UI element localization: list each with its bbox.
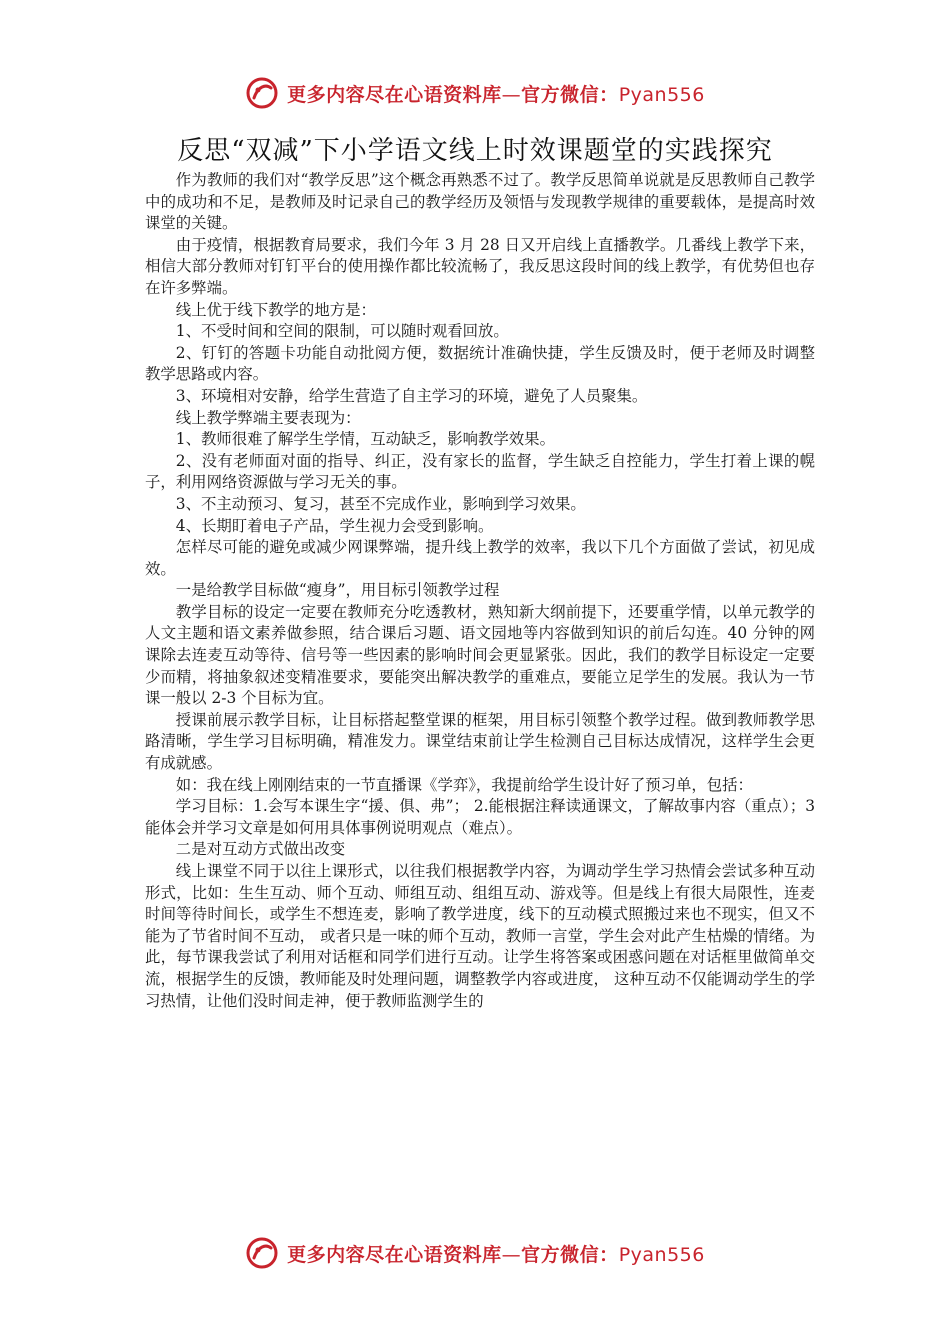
paragraph: 4、长期盯着电子产品，学生视力会受到影响。 bbox=[175, 516, 494, 535]
paragraph: 3、不主动预习、复习，甚至不完成作业，影响到学习效果。 bbox=[175, 494, 586, 513]
paragraph: 怎样尽可能的避免或减少网课弊端，提升线上教学的效率，我以下几个方面做了尝试，初见成效。 bbox=[145, 538, 815, 578]
section-heading-2: 二是对互动方式做出改变 bbox=[175, 840, 346, 859]
paragraph: 线上优于线下教学的地方是： bbox=[175, 300, 376, 319]
paragraph: 2、没有老师面对面的指导、纠正，没有家长的监督，学生缺乏自控能力，学生打着上课的幌子，利用网络资源做与学习无关的事。 bbox=[145, 451, 815, 492]
watermark-account-label: 官方微信： bbox=[521, 83, 619, 106]
paragraph: 授课前展示教学目标，让目标搭起整堂课的框架，用目标引领整个教学过程。做到教师教学思路清晰，学生学习目标明确，精准发力。课堂结束前让学生检测自己目标达成情况，这样学生会更有成就感。 bbox=[145, 710, 815, 773]
watermark-account-id: Pyan556 bbox=[618, 1243, 705, 1266]
watermark-account-label: 官方微信： bbox=[521, 1243, 619, 1266]
watermark-slogan: 更多内容尽在心语资料库 bbox=[287, 1243, 502, 1266]
paragraph: 教学目标的设定一定要在教师充分吃透教材，熟知新大纲前提下，还要重学情，以单元教学的人文主题和语文素养做参照，结合课后习题、语文园地等内容做到知识的前后勾连。40 分钟的网课除去连麦互动等待、信号等一些因素的影响时间会更显紧张。因此，我们的教学目标设定一定要少而精，将抽象叙述变精准要求，要能突出解决教学的重难点，要能立足学生的发展。我认为一节课一般以 2-3 个目标为宜。 bbox=[145, 602, 815, 708]
paragraph: 作为教师的我们对“教学反思”这个概念再熟悉不过了。教学反思简单说就是反思教师自己教学中的成功和不足，是教师及时记录自己的教学经历及领悟与发现教学规律的重要载体，是提高时效课堂的关键。 bbox=[145, 171, 815, 233]
document-title: 反思“双减”下小学语文线上时效课题堂的实践探究 bbox=[177, 136, 773, 166]
paragraph: 学习目标：1.会写本课生字“援、俱、弗”； 2.能根据注释读通课文，了解故事内容（重点）；3 能体会并学习文章是如何用具体事例说明观点（难点）。 bbox=[145, 797, 815, 837]
brand-logo-icon bbox=[245, 76, 279, 110]
paragraph: 2、钉钉的答题卡功能自动批阅方便，数据统计准确快捷，学生反馈及时，便于老师及时调整教学思路或内容。 bbox=[145, 343, 815, 384]
paragraph: 1、教师很难了解学生学情，互动缺乏，影响教学效果。 bbox=[175, 430, 555, 449]
footer-watermark bbox=[0, 1236, 950, 1270]
watermark-separator: — bbox=[501, 1243, 522, 1266]
brand-logo-icon bbox=[245, 1236, 279, 1270]
watermark-account-id: Pyan556 bbox=[618, 83, 705, 106]
paragraph: 1、不受时间和空间的限制，可以随时观看回放。 bbox=[175, 322, 509, 341]
paragraph: 由于疫情，根据教育局要求，我们今年 3 月 28 日又开启线上直播教学。几番线上教学下来，相信大部分教师对钉钉平台的使用操作都比较流畅了，我反思这段时间的线上教学，有优势但也存在许多弊端。 bbox=[145, 235, 815, 297]
paragraph: 3、环境相对安静，给学生营造了自主学习的环境，避免了人员聚集。 bbox=[175, 386, 648, 405]
header-watermark bbox=[0, 76, 950, 110]
document-body bbox=[145, 170, 815, 1012]
paragraph: 如：我在线上刚刚结束的一节直播课《学弈》，我提前给学生设计好了预习单，包括： bbox=[175, 775, 753, 794]
watermark-separator: — bbox=[501, 83, 522, 106]
paragraph: 线上教学弊端主要表现为： bbox=[175, 408, 361, 427]
watermark-text bbox=[287, 80, 705, 107]
section-heading-1: 一是给教学目标做“瘦身”，用目标引领教学过程 bbox=[175, 581, 500, 600]
paragraph: 线上课堂不同于以往上课形式，以往我们根据教学内容，为调动学生学习热情会尝试多种互动形式，比如：生生互动、师个互动、师组互动、组组互动、游戏等。但是线上有很大局限性，连麦时间等待时间长，或学生不想连麦，影响了教学进度，线下的互动模式照搬过来也不现实，但又不能为了节省时间不互动， 或者只是一味的师个互动，教师一言堂，学生会对此产生枯燥的情绪。为此，每节课我尝试了利用对话框和同学们进行互动。让学生将答案或困惑问题在对话框里做简单交流，根据学生的反馈，教师能及时处理问题，调整教学内容或进度， 这种互动不仅能调动学生的学习热情，让他们没时间走神，便于教师监测学生的 bbox=[145, 862, 815, 1010]
watermark-slogan: 更多内容尽在心语资料库 bbox=[287, 83, 502, 106]
watermark-text bbox=[287, 1240, 705, 1267]
